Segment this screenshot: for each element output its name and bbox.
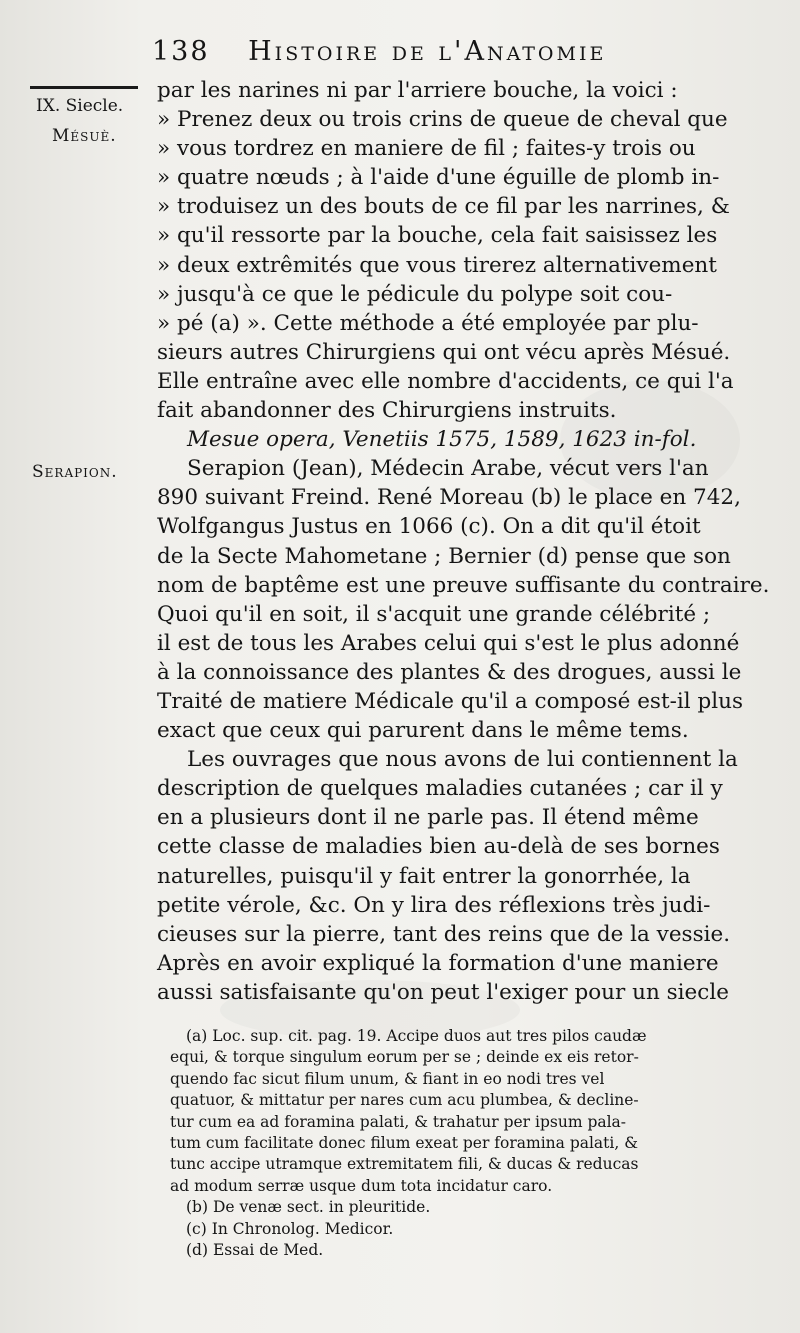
page-number: 138 bbox=[152, 36, 210, 67]
text-line: Les ouvrages que nous avons de lui contiennent la bbox=[187, 747, 738, 773]
main-text bbox=[157, 76, 770, 1007]
footnote-line: (b) De venæ sect. in pleuritide. bbox=[186, 1198, 431, 1217]
text-line: 890 suivant Freind. René Moreau (b) le place en 742, bbox=[157, 485, 741, 511]
text-line: à la connoissance des plantes & des drogues, aussi le bbox=[157, 659, 742, 685]
text-line: exact que ceux qui parurent dans le même tems. bbox=[157, 718, 689, 744]
text-line: Wolfgangus Justus en 1066 (c). On a dit qu'il étoit bbox=[157, 514, 701, 540]
footnote-line: equi, & torque singulum eorum per se ; deinde ex eis retor- bbox=[170, 1048, 639, 1067]
footnote-line: tur cum ea ad foramina palati, & trahatur per ipsum pala- bbox=[170, 1112, 627, 1131]
text-line: en a plusieurs dont il ne parle pas. Il étend même bbox=[157, 805, 699, 831]
text-line: fait abandonner des Chirurgiens instruits. bbox=[157, 398, 617, 424]
text-line: » jusqu'à ce que le pédicule du polype soit cou- bbox=[157, 281, 673, 307]
margin-note-siecle: IX. Siecle. bbox=[36, 96, 124, 116]
running-header bbox=[152, 36, 652, 76]
citation-line: Mesue opera, Venetiis 1575, 1589, 1623 in-fol. bbox=[187, 427, 697, 453]
margin-note-serapion: Serapion. bbox=[32, 462, 118, 482]
running-title: Histoire de l'Anatomie bbox=[248, 36, 607, 67]
text-line: » quatre nœuds ; à l'aide d'une éguille de plomb in- bbox=[157, 165, 720, 191]
text-line: » vous tordrez en maniere de fil ; faites-y trois ou bbox=[157, 136, 696, 162]
text-line: description de quelques maladies cutanées ; car il y bbox=[157, 776, 723, 802]
text-line: naturelles, puisqu'il y fait entrer la gonorrhée, la bbox=[157, 863, 691, 889]
footnote-line: tunc accipe utramque extremitatem fili, & ducas & reducas bbox=[170, 1155, 639, 1174]
text-line: aussi satisfaisante qu'on peut l'exiger pour un siecle bbox=[157, 979, 729, 1005]
text-line: Quoi qu'il en soit, il s'acquit une grande célébrité ; bbox=[157, 601, 711, 627]
text-line: » troduisez un des bouts de ce fil par les narrines, & bbox=[157, 194, 730, 220]
text-line: de la Secte Mahometane ; Bernier (d) pense que son bbox=[157, 543, 731, 569]
text-line: » qu'il ressorte par la bouche, cela fait saisissez les bbox=[157, 223, 718, 249]
footnote-line: quendo fac sicut filum unum, & fiant in eo nodi tres vel bbox=[170, 1069, 605, 1088]
footnote-line: (d) Essai de Med. bbox=[186, 1240, 324, 1259]
footnote-line: (a) Loc. sup. cit. pag. 19. Accipe duos aut tres pilos caudæ bbox=[186, 1027, 647, 1045]
footnote-line: (c) In Chronolog. Medicor. bbox=[186, 1219, 394, 1238]
text-line: Elle entraîne avec elle nombre d'accidents, ce qui l'a bbox=[157, 368, 734, 394]
text-line: il est de tous les Arabes celui qui s'est le plus adonné bbox=[157, 630, 740, 656]
text-line: cieuses sur la pierre, tant des reins que de la vessie. bbox=[157, 921, 731, 947]
text-line: cette classe de maladies bien au-delà de ses bornes bbox=[157, 834, 720, 860]
text-line: nom de baptême est une preuve suffisante du contraire. bbox=[157, 572, 770, 598]
text-line: » deux extrêmités que vous tirerez alternativement bbox=[157, 252, 717, 278]
text-line: petite vérole, &c. On y lira des réflexions très judi- bbox=[157, 892, 711, 918]
text-line: Après en avoir expliqué la formation d'une maniere bbox=[157, 950, 719, 976]
footnote-line: quatuor, & mittatur per nares cum acu plumbea, & decline- bbox=[170, 1091, 639, 1110]
text-line: Traité de matiere Médicale qu'il a composé est-il plus bbox=[157, 688, 743, 714]
footnote-line: tum cum facilitate donec filum exeat per foramina palati, & bbox=[170, 1133, 639, 1152]
text-line: sieurs autres Chirurgiens qui ont vécu après Mésué. bbox=[157, 339, 731, 365]
footnote-line: ad modum serræ usque dum tota incidatur caro. bbox=[170, 1176, 553, 1195]
text-line: par les narines ni par l'arriere bouche, la voici : bbox=[157, 78, 678, 103]
text-line: Serapion (Jean), Médecin Arabe, vécut vers l'an bbox=[187, 456, 709, 482]
footnotes bbox=[170, 1026, 770, 1261]
text-line: » Prenez deux ou trois crins de queue de cheval que bbox=[157, 107, 728, 133]
margin-rule bbox=[30, 86, 138, 89]
margin-note-mesue: Mésuè. bbox=[52, 126, 117, 146]
text-line: » pé (a) ». Cette méthode a été employée par plu- bbox=[157, 310, 699, 336]
